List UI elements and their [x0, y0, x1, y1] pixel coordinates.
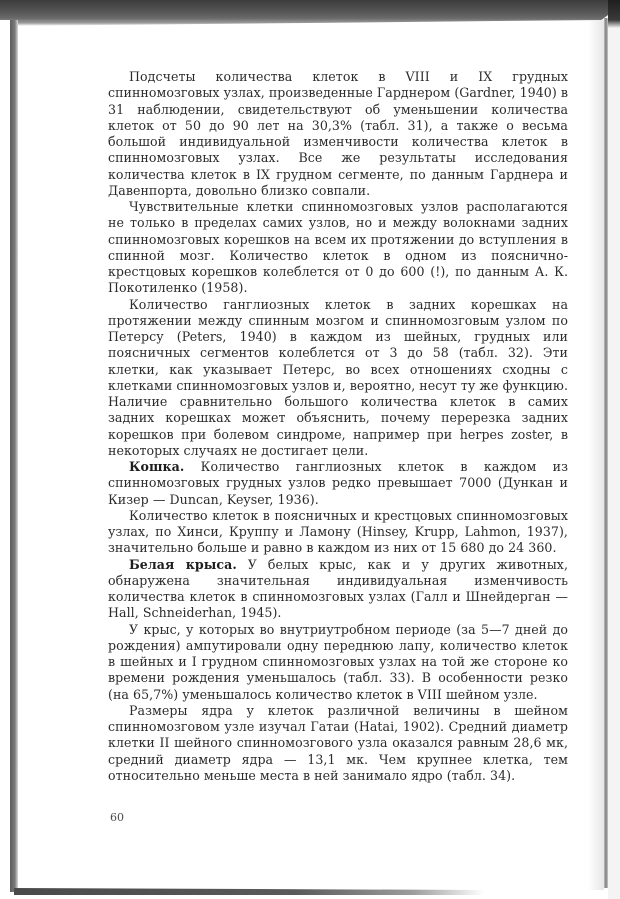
paragraph-sensory-cells [108, 199, 568, 297]
facing-page-edge [608, 0, 620, 899]
page-bottom-edge-shadow [14, 888, 484, 895]
page-left-edge-shadow [10, 20, 18, 892]
paragraph-text: Количество ганглиозных клеток в каждом из спинномозговых грудных узлов редко превышает 7000 (Дункан и Кизер — Duncan, Keyser, 1936). [108, 459, 568, 507]
book-gutter-shade [588, 20, 604, 890]
paragraph-peters-ganglion-cells [108, 297, 568, 460]
page-left-margin [0, 20, 10, 899]
paragraph-text: У крыс, у которых во внутриутробном периоде (за 5—7 дней до рождения) ампутировали одну переднюю лапу, количество клеток в шейных и I грудном спинномозговых узлах на той же стороне ко времени рождения уменьшалось (табл. 33). В особенности резко (на 65,7%) уменьшалось количество клеток в VIII шейном узле. [108, 621, 568, 702]
body-text [108, 69, 568, 784]
paragraph-text: У белых крыс, как и у других животных, обнаружена значительная индивидуальная изменчивость количества клеток в спинномозговых узлах (Галл и Шнейдерган — Hall, Schneiderhan, 1945). [108, 556, 569, 621]
page-top-edge-shadow [0, 0, 620, 26]
paragraph-text: Размеры ядра у клеток различной величины в шейном спинномозговом узле изучал Гатаи (Hatai, 1902). Средний диаметр клетки II шейного спинномозгового узла оказался равным 28,6 мк, средний диаметр ядра — 13,1 мк. Чем крупнее клетка, тем относительно меньше места в ней занимало ядро (табл. 34). [108, 702, 568, 783]
paragraph-cat [108, 459, 568, 508]
paragraph-text: Подсчеты количества клеток в VIII и IX грудных спинномозговых узлах, произведенные Гарднером (Gardner, 1940) в 31 наблюдении, свидетельствуют об уменьшении количества клеток от 50 до 90 лет на 30,3% (табл. 31), а также о весьма большой индивидуальной изменчивости количества клеток в спинномозговых узлах. Все же результаты исследования количества клеток в IX грудном сегменте, по данным Гарднера и Давенпорта, довольно близко совпали. [108, 69, 568, 198]
paragraph-white-rat [108, 557, 568, 622]
paragraph-text: Чувствительные клетки спинномозговых узлов располагаются не только в пределах самих узлов, но и между волокнами задних спинномозговых корешков на всем их протяжении до вступления в спинной мозг. Количество клеток в одном из пояснично-крестцовых корешков колеблется от 0 до 600 (!), по данным А. К. Покотиленко (1958). [108, 199, 568, 296]
paragraph-bold-lead: Кошка. [129, 459, 185, 474]
paragraph-text: Количество ганглиозных клеток в задних корешках на протяжении между спинным мозгом и спинномозговым узлом по Петерсу (Peters, 1940) в каждом из шейных, грудных или поясничных сегментов колеблется от 3 до 58 (табл. 32). Эти клетки, как указывает Петерс, во всех отношениях сходны с клетками спинномозговых узлов и, вероятно, несут ту же функцию. Наличие сравнительно большого количества клеток в самих задних корешках может объяснить, почему перерезка задних корешков при болевом синдроме, например при herpes zoster, в некоторых случаях не достигает цели. [108, 296, 568, 458]
paragraph-bold-lead: Белая крыса. [129, 556, 237, 572]
paragraph-rat-amputation [108, 622, 568, 703]
paragraph-gardner-cell-counts [108, 69, 568, 199]
paragraph-text: Количество клеток в поясничных и крестцовых спинномозговых узлах, по Хинси, Круппу и Ламону (Hinsey, Krupp, Lahmon, 1937), значительно больше и равно в каждом из них от 15 680 до 24 360. [108, 507, 568, 556]
paragraph-nucleus-size [108, 703, 568, 784]
page-number: 60 [110, 811, 124, 824]
paragraph-lumbar-sacral-counts [108, 508, 568, 557]
